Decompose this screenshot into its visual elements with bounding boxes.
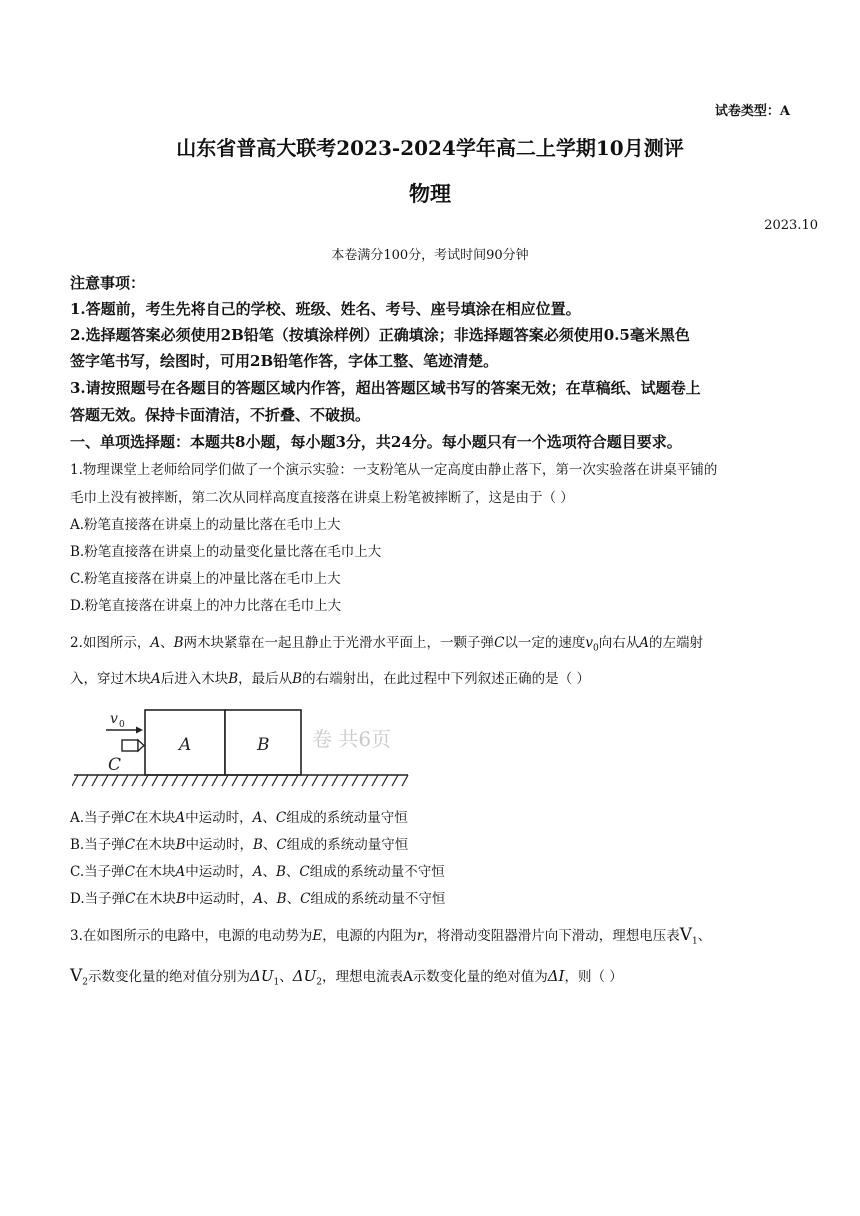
paper-type: 试卷类型：A — [714, 104, 790, 119]
q2-option-d: D.当子弹C在木块B中运动时，A、B、C组成的系统动量不守恒 — [70, 891, 446, 907]
blocks-bullet-figure — [72, 700, 412, 795]
q1-stem-line-2: 毛巾上没有被摔断，第二次从同样高度直接落在讲桌上粉笔被摔断了，这是由于（ ） — [70, 490, 574, 506]
q2-option-c: C.当子弹C在木块A中运动时，A、B、C组成的系统动量不守恒 — [70, 864, 445, 880]
note-item-2-line-2: 签字笔书写，绘图时，可用2B铅笔作答，字体工整、笔迹清楚。 — [70, 352, 499, 370]
section-heading: 一、单项选择题：本题共8小题，每小题3分，共24分。每小题只有一个选项符合题目要求。 — [70, 433, 682, 451]
note-item-2-line-1: 2.选择题答案必须使用2B铅笔（按填涂样例）正确填涂；非选择题答案必须使用0.5毫米黑色 — [70, 326, 690, 344]
ground-hatching — [72, 775, 408, 786]
label-a: A — [179, 735, 192, 755]
note-item-3-line-2: 答题无效。保持卡面清洁，不折叠、不破损。 — [70, 406, 371, 424]
q2-stem-line-1: 2.如图所示，A、B两木块紧靠在一起且静止于光滑水平面上，一颗子弹C以一定的速度$v_0$向右从A的左端射 — [70, 635, 704, 654]
v0-subscript: 0 — [119, 720, 125, 730]
q2-option-b: B.当子弹C在木块B中运动时，B、C组成的系统动量守恒 — [70, 837, 409, 853]
q1-option-b: B.粉笔直接落在讲桌上的动量变化量比落在毛巾上大 — [70, 544, 382, 560]
q1-option-d: D.粉笔直接落在讲桌上的冲力比落在毛巾上大 — [70, 598, 342, 614]
label-b: B — [257, 735, 270, 755]
faded-watermark-text: 卷 共6页 — [312, 727, 392, 751]
subject-title: 物理 — [409, 181, 451, 206]
velocity-arrowhead — [136, 727, 143, 734]
q3-stem-line-1: 3.在如图所示的电路中，电源的电动势为E，电源的内阻为r，将滑动变阻器滑片向下滑动，理想电压表$V_1$、 — [70, 925, 712, 947]
v0-label: v — [110, 711, 118, 727]
q2-option-a: A.当子弹C在木块A中运动时，A、C组成的系统动量守恒 — [70, 810, 408, 826]
note-item-3-line-1: 3.请按照题号在各题目的答题区域内作答，超出答题区域书写的答案无效；在草稿纸、试题卷上 — [70, 379, 701, 397]
q1-stem-line-1: 1.物理课堂上老师给同学们做了一个演示实验：一支粉笔从一定高度由静止落下，第一次实验落在讲桌平铺的 — [70, 462, 718, 478]
note-item-1: 1.答题前，考生先将自己的学校、班级、姓名、考号、座号填涂在相应位置。 — [70, 300, 581, 318]
exam-info: 本卷满分100分，考试时间90分钟 — [331, 248, 529, 263]
exam-date: 2023.10 — [764, 218, 818, 233]
q2-stem-line-2: 入，穿过木块A后进入木块B，最后从B的右端射出，在此过程中下列叙述正确的是（ ） — [70, 671, 590, 687]
q1-option-c: C.粉笔直接落在讲桌上的冲量比落在毛巾上大 — [70, 571, 341, 587]
q1-option-a: A.粉笔直接落在讲桌上的动量比落在毛巾上大 — [70, 517, 341, 533]
q3-stem-line-2: $V_2$示数变化量的绝对值分别为$\Delta U_1$、$\Delta U_2$，理想电流表A示数变化量的绝对值为ΔI，则（ ） — [70, 966, 623, 988]
label-c: C — [108, 755, 122, 775]
page-title: 山东省普高大联考2023-2024学年高二上学期10月测评 — [176, 136, 684, 160]
bullet — [122, 740, 138, 751]
notes-heading: 注意事项： — [70, 274, 146, 292]
